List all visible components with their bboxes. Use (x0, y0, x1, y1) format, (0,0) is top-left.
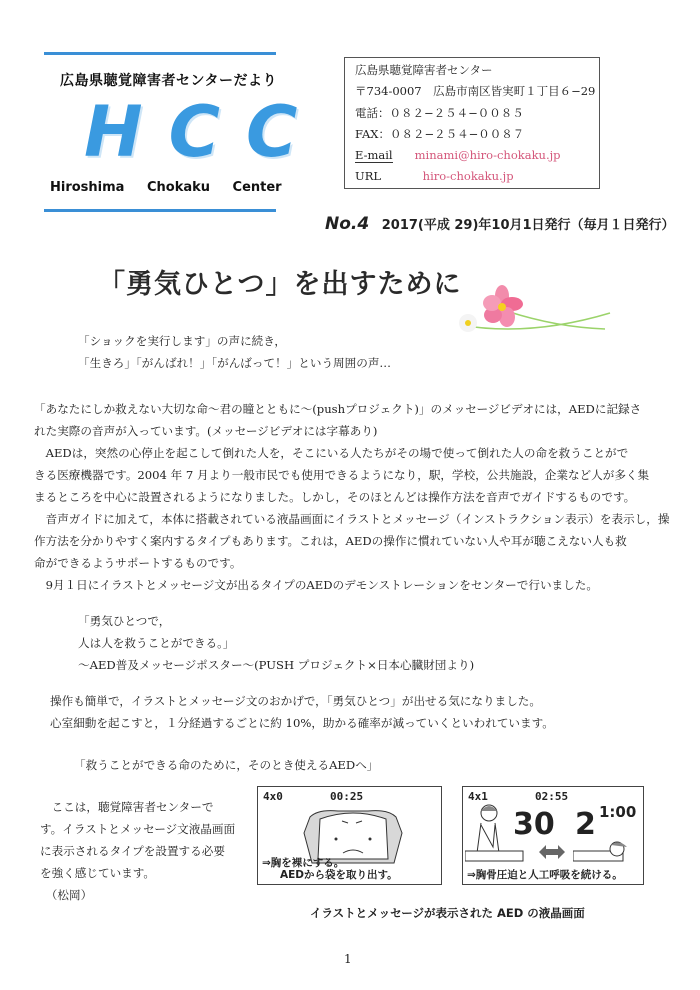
issue-date: 2017(平成 29)年10月1日発行（毎月１日発行） (381, 218, 675, 233)
screen2-msg: ⇒胸骨圧迫と人工呼吸を続ける。 (467, 869, 623, 881)
body-line: きる医療機器です。2004 年 7 月より一般市民でも使用できるようになり，駅，学校，公共施設，企業など人が多く集 (34, 468, 650, 482)
hcc-logo: HCC (84, 91, 324, 173)
url-label: URL (355, 169, 381, 184)
body-line: 音声ガイドに加えて，本体に搭載されている液晶画面にイラストとメッセージ（インストラクション表示）を表示し，操 (34, 512, 670, 526)
screen1-counter: 4x0 (263, 790, 283, 803)
screen2-counter: 4x1 (468, 790, 488, 803)
intro-line-1: 「ショックを実行します」の声に続き， (78, 334, 286, 348)
closing-author: （松岡） (40, 888, 93, 902)
quote-line: 「勇気ひとつで， (78, 614, 171, 628)
body-line: まるところを中心に設置されるようになりました。しかし，そのほとんどは操作方法を音声でガイドするものです。 (34, 490, 636, 504)
bare-chest-illustration-icon (298, 803, 408, 865)
screen2-time: 02:55 (535, 790, 569, 803)
body-line: AEDは，突然の心停止を起こして倒れた人を，そこにいる人たちがその場で使って倒れた人の命を救うことがで (34, 446, 629, 460)
compressions-count: 30 (513, 807, 555, 842)
aed-screen-1 (257, 786, 442, 885)
contact-address: 〒734-0007 広島市南区皆実町１丁目６−29 (355, 84, 596, 99)
cosmos-flower-icon (440, 285, 615, 345)
contact-name: 広島県聴覚障害者センター (355, 63, 493, 77)
logo-subtitle: Hiroshima Chokaku Center (50, 180, 282, 195)
screen1-time: 00:25 (330, 790, 364, 803)
masthead-bottom-rule (44, 209, 276, 212)
body2-line: 心室細動を起こすと，１分経過するごとに約 10%，助かる確率が減っていくといわれています。 (50, 716, 554, 730)
cpr-rescuer-illustration-icon (465, 803, 525, 869)
body-line: れた実際の音声が入っています。(メッセージビデオには字幕あり) (34, 424, 378, 438)
screen1-msg-2: AEDから袋を取り出す。 (280, 869, 398, 881)
body-line: 命ができるようサポートするものです。 (34, 556, 242, 570)
contact-box (344, 57, 600, 189)
intro-line-2: 「生きろ」「がんばれ！」「がんばって！」という周囲の声… (78, 356, 392, 370)
double-arrow-icon (539, 845, 565, 859)
closing-line: す。イラストとメッセージ文液晶画面 (40, 822, 236, 836)
issue-line (325, 214, 675, 234)
body-line: 「あなたにしか救えない大切な命〜君の瞳とともに〜(pushプロジェクト)」のメッセージビデオには，AEDに記録さ (34, 402, 642, 416)
figure-caption: イラストとメッセージが表示された AED の液晶画面 (310, 906, 585, 920)
contact-tel: 電話：０８２−２５４−００８５ (355, 105, 524, 120)
breaths-count: 2 (575, 807, 596, 842)
newsletter-org-title: 広島県聴覚障害者センターだより (60, 73, 277, 89)
url-link[interactable]: hiro-chokaku.jp (422, 169, 514, 184)
screen1-msg-1: ⇒胸を裸にする。 (262, 857, 345, 869)
closing-line: に表示されるタイプを設置する必要 (40, 844, 225, 858)
slogan: 「救うことができる命のために，そのとき使えるAEDへ」 (74, 758, 379, 772)
email-label: E-mail (355, 148, 393, 163)
rescue-breath-illustration-icon (573, 841, 639, 869)
page-number: 1 (344, 952, 352, 966)
closing-line: ここは，聴覚障害者センターで (40, 800, 214, 814)
masthead-top-rule (44, 52, 276, 55)
aed-screen-2 (462, 786, 644, 885)
body-line: 作方法を分かりやすく案内するタイプもあります。これは，AEDの操作に慣れていない人や耳が聴こえない人も救 (34, 534, 627, 548)
closing-line: を強く感じています。 (40, 866, 156, 880)
contact-fax: FAX：０８２−２５４−００８７ (355, 126, 525, 141)
quote-line: 〜AED普及メッセージポスター〜(PUSH プロジェクト×日本心臓財団より) (78, 658, 475, 672)
quote-line: 人は人を救うことができる。」 (78, 636, 235, 650)
screen2-timer: 1:00 (599, 803, 637, 821)
body-line: 9月１日にイラストとメッセージ文が出るタイプのAEDのデモンストレーションをセンターで行いました。 (34, 578, 598, 592)
email-link[interactable]: minami@hiro-chokaku.jp (414, 148, 561, 163)
body2-line: 操作も簡単で，イラストとメッセージ文のおかげで，「勇気ひとつ」が出せる気になりました。 (50, 694, 541, 708)
article-headline: 「勇気ひとつ」を出すために (98, 269, 462, 300)
issue-number: No.4 (325, 214, 370, 234)
